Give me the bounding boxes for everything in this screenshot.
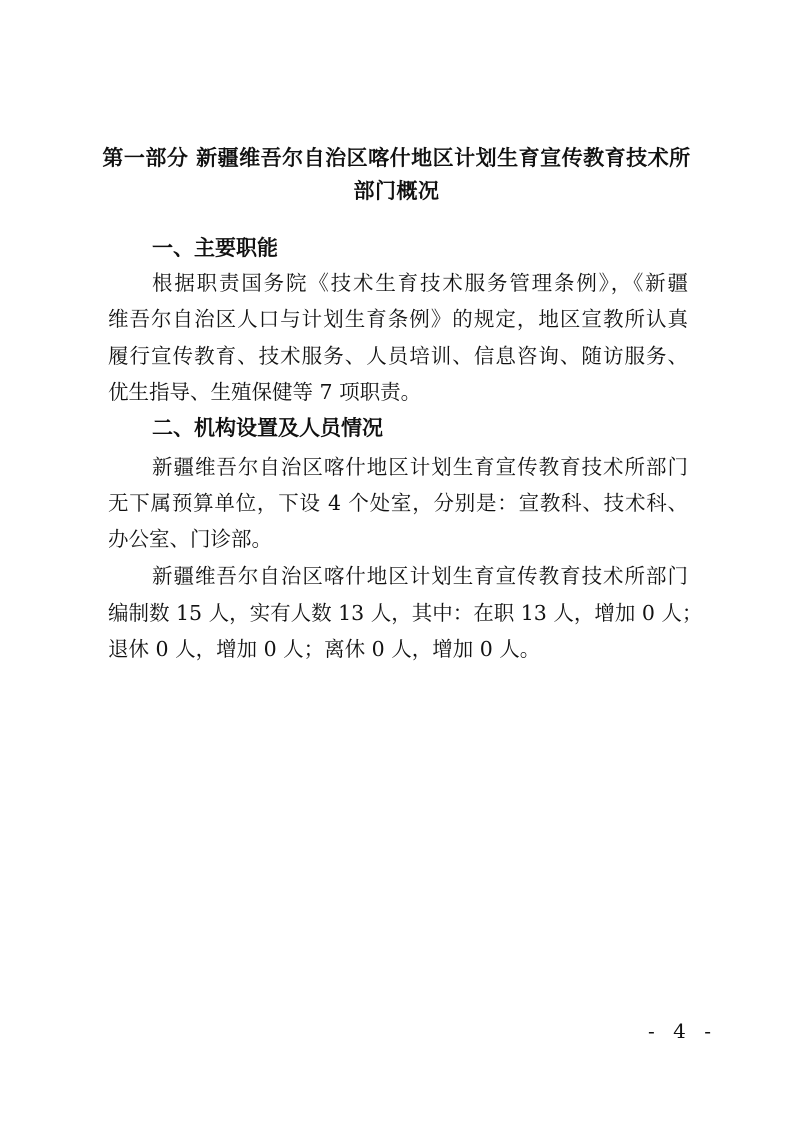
page-title-line-1: 第一部分 新疆维吾尔自治区喀什地区计划生育宣传教育技术所 [102,146,691,170]
paragraph-line: 维吾尔自治区人口与计划生育条例》的规定，地区宣教所认真 [108,307,688,331]
page-title [60,142,733,208]
paragraph-line: 新疆维吾尔自治区喀什地区计划生育宣传教育技术所部门 [152,455,688,479]
paragraph-line: 办公室、门诊部。 [108,527,272,551]
page-title-line-2: 部门概况 [353,179,440,203]
paragraph-line: 编制数 15 人，实有人数 13 人，其中：在职 13 人，增加 0 人； [108,601,703,625]
paragraph-line: 优生指导、生殖保健等 7 项职责。 [108,380,422,404]
section-heading-main-functions: 一、主要职能 [152,236,278,260]
paragraph-line: 无下属预算单位，下设 4 个处室，分别是：宣教科、技术科、 [108,491,688,515]
paragraph-line: 根据职责国务院《技术生育技术服务管理条例》，《新疆 [152,271,688,295]
paragraph-line: 新疆维吾尔自治区喀什地区计划生育宣传教育技术所部门 [152,564,688,588]
section-heading-organization: 二、机构设置及人员情况 [152,416,383,440]
paragraph-line: 退休 0 人，增加 0 人；离休 0 人，增加 0 人。 [108,637,541,661]
page-number: - 4 - [648,1019,717,1043]
paragraph-line: 履行宣传教育、技术服务、人员培训、信息咨询、随访服务、 [108,344,688,368]
